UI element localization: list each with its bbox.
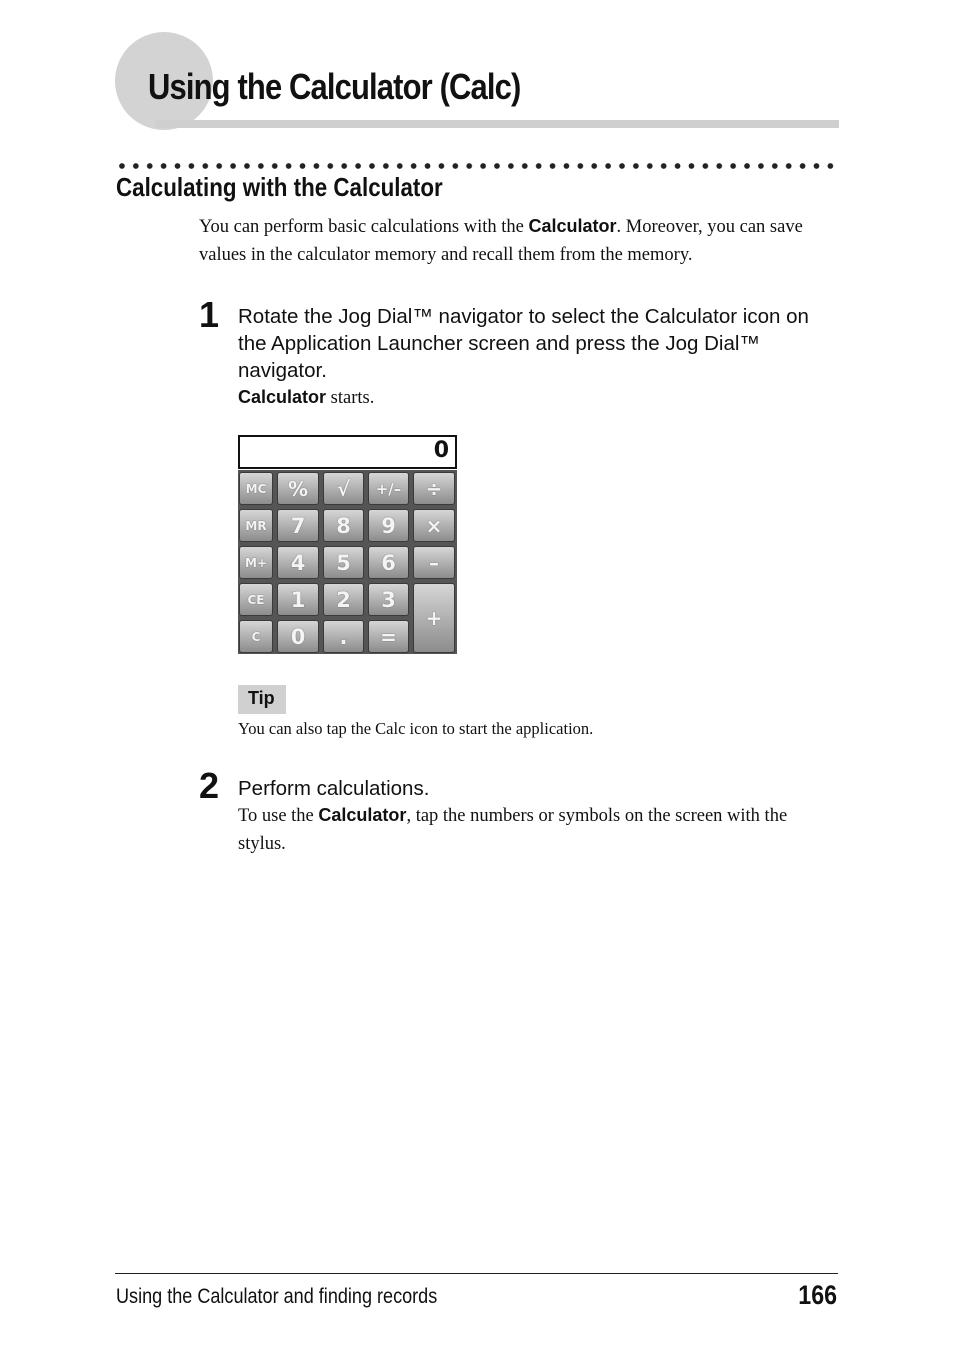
intro-paragraph <box>199 213 839 269</box>
multiply-button[interactable]: × <box>413 509 455 542</box>
intro-app-name: Calculator <box>528 216 617 236</box>
intro-text-start: You can perform basic calculations with the <box>199 217 529 237</box>
minus-button[interactable]: – <box>413 546 455 579</box>
step-2-detail-end: , tap the numbers or symbols on the screen with the stylus. <box>238 806 788 854</box>
digit-4-button[interactable]: 4 <box>277 546 319 579</box>
digit-0-button[interactable]: 0 <box>277 620 319 653</box>
step-1-number: 1 <box>199 294 220 335</box>
digit-2-button[interactable]: 2 <box>323 583 364 616</box>
page-number: 166 <box>798 1280 837 1310</box>
calculator-display <box>238 435 457 469</box>
section-title: Calculating with the Calculator <box>116 172 443 202</box>
square-root-button[interactable]: √ <box>323 472 364 505</box>
footer-rule <box>115 1273 838 1274</box>
step-1-instruction: Rotate the Jog Dial™ navigator to select the Calculator icon on the Application Launcher screen and press the Jog Dial™ navigator. <box>238 305 809 382</box>
footer-chapter-title: Using the Calculator and finding records <box>116 1285 438 1308</box>
digit-7-button[interactable]: 7 <box>277 509 319 542</box>
memory-clear-button[interactable]: MC <box>239 472 273 505</box>
step-2-instruction: Perform calculations. <box>238 777 430 800</box>
decimal-point-button[interactable]: . <box>323 620 364 653</box>
digit-9-button[interactable]: 9 <box>368 509 409 542</box>
step-1-app-name: Calculator <box>238 387 327 407</box>
calculator-keypad <box>238 470 457 654</box>
clear-entry-button[interactable]: CE <box>239 583 273 616</box>
digit-8-button[interactable]: 8 <box>323 509 364 542</box>
step-1-result-text: starts. <box>326 388 375 408</box>
plus-button[interactable]: + <box>413 583 455 653</box>
digit-5-button[interactable]: 5 <box>323 546 364 579</box>
intro-text-end: . Moreover, you can save values in the calculator memory and recall them from the memory. <box>199 217 803 265</box>
percent-button[interactable]: % <box>277 472 319 505</box>
tip-label: Tip <box>248 688 275 708</box>
equals-button[interactable]: = <box>368 620 409 653</box>
divide-button[interactable]: ÷ <box>413 472 455 505</box>
dotted-divider <box>115 162 839 170</box>
calculator-screenshot <box>238 435 457 654</box>
digit-6-button[interactable]: 6 <box>368 546 409 579</box>
digit-1-button[interactable]: 1 <box>277 583 319 616</box>
clear-button[interactable]: C <box>239 620 273 653</box>
step-2-detail-start: To use the <box>238 806 319 826</box>
page-title: Using the Calculator (Calc) <box>148 66 521 107</box>
calculator-display-value: 0 <box>433 438 449 463</box>
step-2-app-name: Calculator <box>318 805 407 825</box>
plus-minus-button[interactable]: +/– <box>368 472 409 505</box>
step-1-result <box>238 383 838 412</box>
tip-text: You can also tap the Calc icon to start the application. <box>238 719 594 738</box>
step-2-detail <box>238 801 838 858</box>
digit-3-button[interactable]: 3 <box>368 583 409 616</box>
memory-add-button[interactable]: M+ <box>239 546 273 579</box>
step-2-number: 2 <box>199 765 220 806</box>
memory-recall-button[interactable]: MR <box>239 509 273 542</box>
title-underline-bar <box>155 120 839 128</box>
